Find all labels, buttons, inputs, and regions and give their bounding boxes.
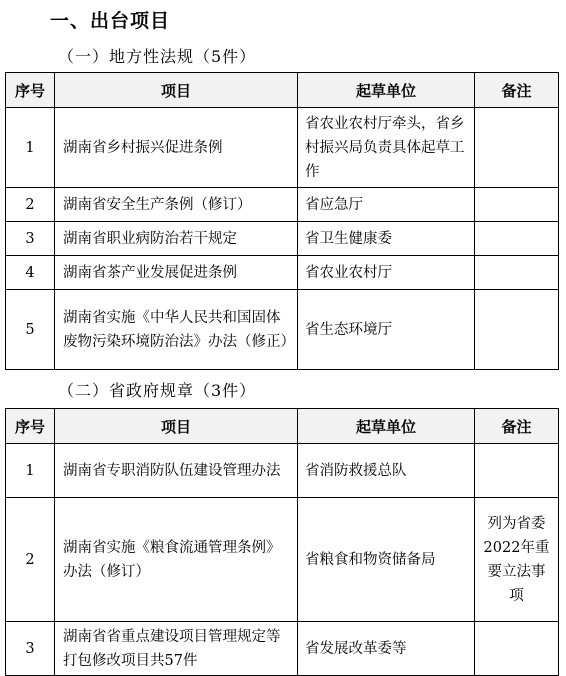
row-note <box>475 444 559 498</box>
table-row <box>6 444 559 498</box>
table-header-row <box>6 73 559 108</box>
row-note <box>475 622 559 676</box>
row-unit: 省消防救援总队 <box>298 444 475 498</box>
regulations-table <box>5 72 559 370</box>
row-item: 湖南省乡村振兴促进条例 <box>55 108 298 188</box>
row-no: 2 <box>6 498 55 622</box>
row-note <box>475 290 559 370</box>
subsection-title-regulations: （一）地方性法规（5件） <box>58 47 257 66</box>
row-item: 湖南省职业病防治若干规定 <box>55 222 298 256</box>
table-row <box>6 622 559 676</box>
row-item: 湖南省实施《粮食流通管理条例》办法（修订） <box>55 498 298 622</box>
row-note <box>475 188 559 222</box>
rules-table <box>5 408 559 676</box>
header-no: 序号 <box>6 73 55 108</box>
row-unit: 省农业农村厅牵头，省乡村振兴局负责具体起草工作 <box>298 108 475 188</box>
row-no: 1 <box>6 108 55 188</box>
row-item: 湖南省安全生产条例（修订） <box>55 188 298 222</box>
row-item: 湖南省茶产业发展促进条例 <box>55 256 298 290</box>
header-note: 备注 <box>475 73 559 108</box>
header-unit: 起草单位 <box>298 409 475 444</box>
row-item: 湖南省专职消防队伍建设管理办法 <box>55 444 298 498</box>
row-unit: 省粮食和物资储备局 <box>298 498 475 622</box>
header-item: 项目 <box>55 73 298 108</box>
row-unit: 省生态环境厅 <box>298 290 475 370</box>
row-note <box>475 108 559 188</box>
header-item: 项目 <box>55 409 298 444</box>
row-no: 5 <box>6 290 55 370</box>
row-unit: 省农业农村厅 <box>298 256 475 290</box>
table-row <box>6 498 559 622</box>
row-item: 湖南省省重点建设项目管理规定等打包修改项目共57件 <box>55 622 298 676</box>
table-row <box>6 108 559 188</box>
row-unit: 省卫生健康委 <box>298 222 475 256</box>
table-row <box>6 256 559 290</box>
row-unit: 省发展改革委等 <box>298 622 475 676</box>
table-row <box>6 290 559 370</box>
header-unit: 起草单位 <box>298 73 475 108</box>
table-row <box>6 188 559 222</box>
row-no: 2 <box>6 188 55 222</box>
header-no: 序号 <box>6 409 55 444</box>
row-no: 4 <box>6 256 55 290</box>
header-note: 备注 <box>475 409 559 444</box>
row-note <box>475 256 559 290</box>
row-unit: 省应急厅 <box>298 188 475 222</box>
row-item: 湖南省实施《中华人民共和国固体废物污染环境防治法》办法（修正） <box>55 290 298 370</box>
table-row <box>6 222 559 256</box>
row-no: 3 <box>6 622 55 676</box>
row-note: 列为省委2022年重要立法事项 <box>475 498 559 622</box>
subsection-title-rules: （二）省政府规章（3件） <box>58 381 257 400</box>
section-title: 一、出台项目 <box>50 10 171 32</box>
table-header-row <box>6 409 559 444</box>
row-no: 3 <box>6 222 55 256</box>
row-no: 1 <box>6 444 55 498</box>
row-note <box>475 222 559 256</box>
